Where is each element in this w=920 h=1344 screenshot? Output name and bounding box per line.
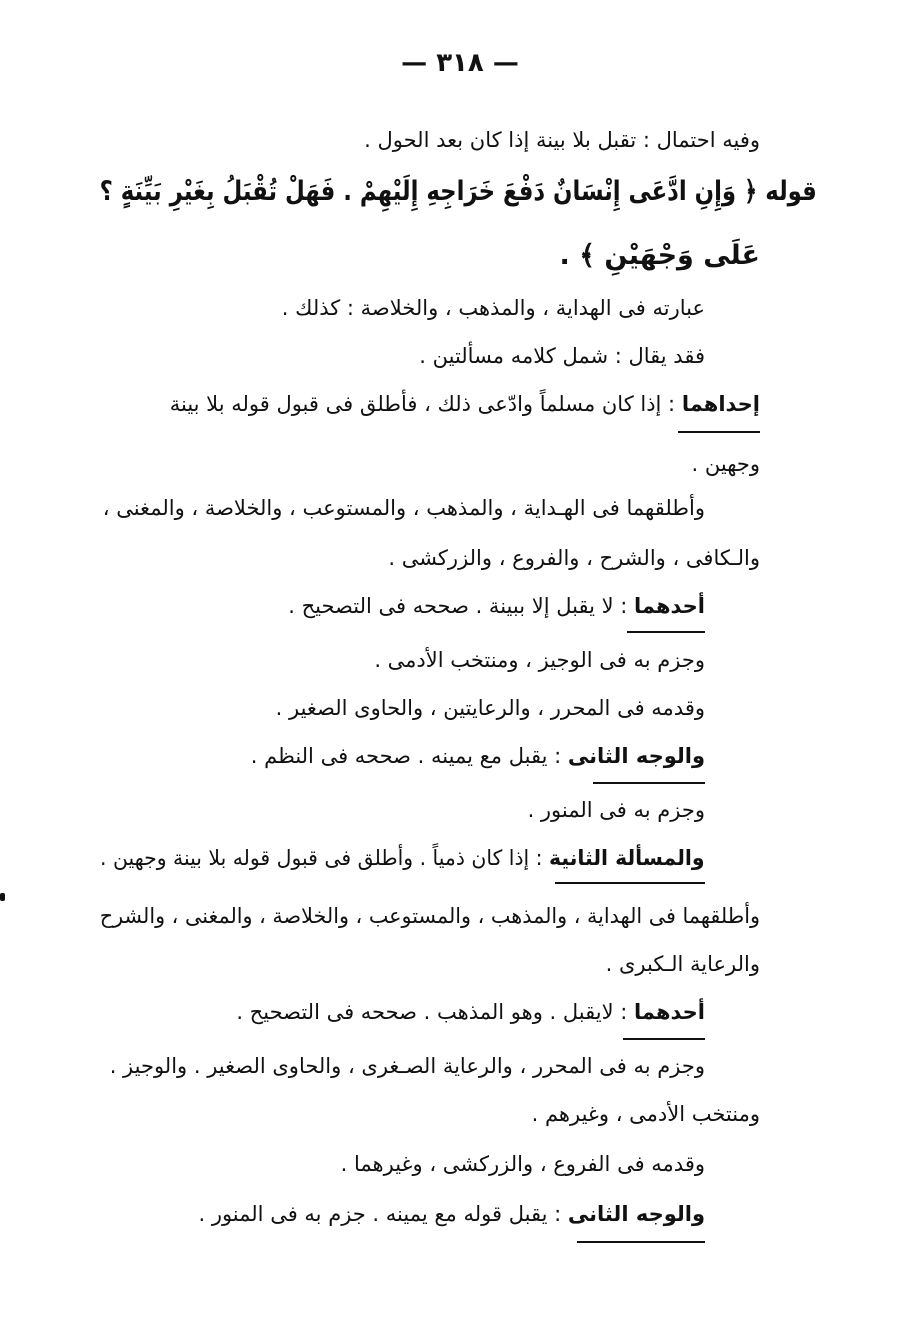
quoted-heading-line-1 (100, 172, 817, 212)
term-ihdahuma: إحداهما (681, 392, 760, 416)
text-line-22 (198, 1198, 705, 1230)
page-number: — ٣١٨ — (401, 48, 519, 78)
text-line-1: وفيه احتمال : تقبل بلا بينة إذا كان بعد الحول . (364, 128, 760, 152)
text-line-18-rest: : لايقبل . وهو المذهب . صححه فى التصحيح . (236, 1000, 634, 1024)
text-line-13-rest: : يقبل مع يمينه . صححه فى النظم . (250, 744, 568, 768)
text-line-14: وجزم به فى المنور . (527, 798, 705, 822)
text-line-15 (101, 842, 705, 874)
text-line-12: وقدمه فى المحرر ، والرعايتين ، والحاوى الصغير . (275, 696, 705, 720)
heading-lead-word: قوله (765, 176, 817, 207)
text-line-6 (170, 388, 760, 420)
quoted-heading-line-2: عَلَى وَجْهَيْنِ ﴾ . (559, 240, 760, 271)
text-line-7: وجهين . (691, 452, 760, 476)
text-line-8: وأطلقهما فى الهـداية ، والمذهب ، والمستوعب ، والخلاصة ، والمغنى ، (102, 496, 705, 520)
text-line-19: وجزم به فى المحرر ، والرعاية الصـغرى ، والحاوى الصغير . والوجيز . (109, 1054, 705, 1078)
term-underline (627, 631, 705, 633)
text-line-16: وأطلقهما فى الهداية ، والمذهب ، والمستوعب ، والخلاصة ، والمغنى ، والشرح (99, 904, 760, 928)
text-line-13 (251, 740, 705, 772)
text-line-4: عبارته فى الهداية ، والمذهب ، والخلاصة : كذلك . (281, 296, 705, 320)
text-line-22-rest: : يقبل قوله مع يمينه . جزم به فى المنور . (198, 1202, 568, 1226)
text-line-17: والرعاية الـكبرى . (605, 952, 760, 976)
scan-mark (0, 893, 5, 901)
text-line-18 (236, 996, 705, 1028)
term-underline (577, 1241, 705, 1243)
term-underline (555, 882, 705, 884)
term-second-question: والمسألة الثانية (549, 846, 705, 870)
text-line-11: وجزم به فى الوجيز ، ومنتخب الأدمى . (374, 648, 705, 672)
text-line-15-rest: : إذا كان ذمياً . وأطلق فى قبول قوله بلا بينة وجهين . (100, 846, 550, 870)
term-ahaduhuma: أحدهما (634, 594, 705, 618)
text-line-20: ومنتخب الأدمى ، وغيرهم . (531, 1102, 760, 1126)
quoted-text: ﴿ وَإِنِ ادَّعَى إِنْسَانٌ دَفْعَ خَرَاجِهِ إِلَيْهِمْ . فَهَلْ تُقْبَلُ بِغَيْرِ بَيِّنَةٍ ؟ (99, 176, 758, 207)
text-line-6-rest: : إذا كان مسلماً وادّعى ذلك ، فأطلق فى قبول قوله بلا بينة (169, 392, 682, 416)
term-ahaduhuma: أحدهما (634, 1000, 705, 1024)
term-second-aspect: والوجه الثانى (567, 1202, 705, 1226)
text-line-21: وقدمه فى الفروع ، والزركشى ، وغيرهما . (340, 1152, 705, 1176)
text-line-9: والـكافى ، والشرح ، والفروع ، والزركشى . (388, 546, 760, 570)
term-underline (623, 1038, 705, 1040)
term-second-aspect: والوجه الثانى (567, 744, 705, 768)
text-line-10 (288, 590, 705, 622)
text-line-10-rest: : لا يقبل إلا ببينة . صححه فى التصحيح . (288, 594, 634, 618)
term-underline (593, 782, 705, 784)
term-underline (678, 431, 760, 433)
text-line-5: فقد يقال : شمل كلامه مسألتين . (419, 344, 705, 368)
